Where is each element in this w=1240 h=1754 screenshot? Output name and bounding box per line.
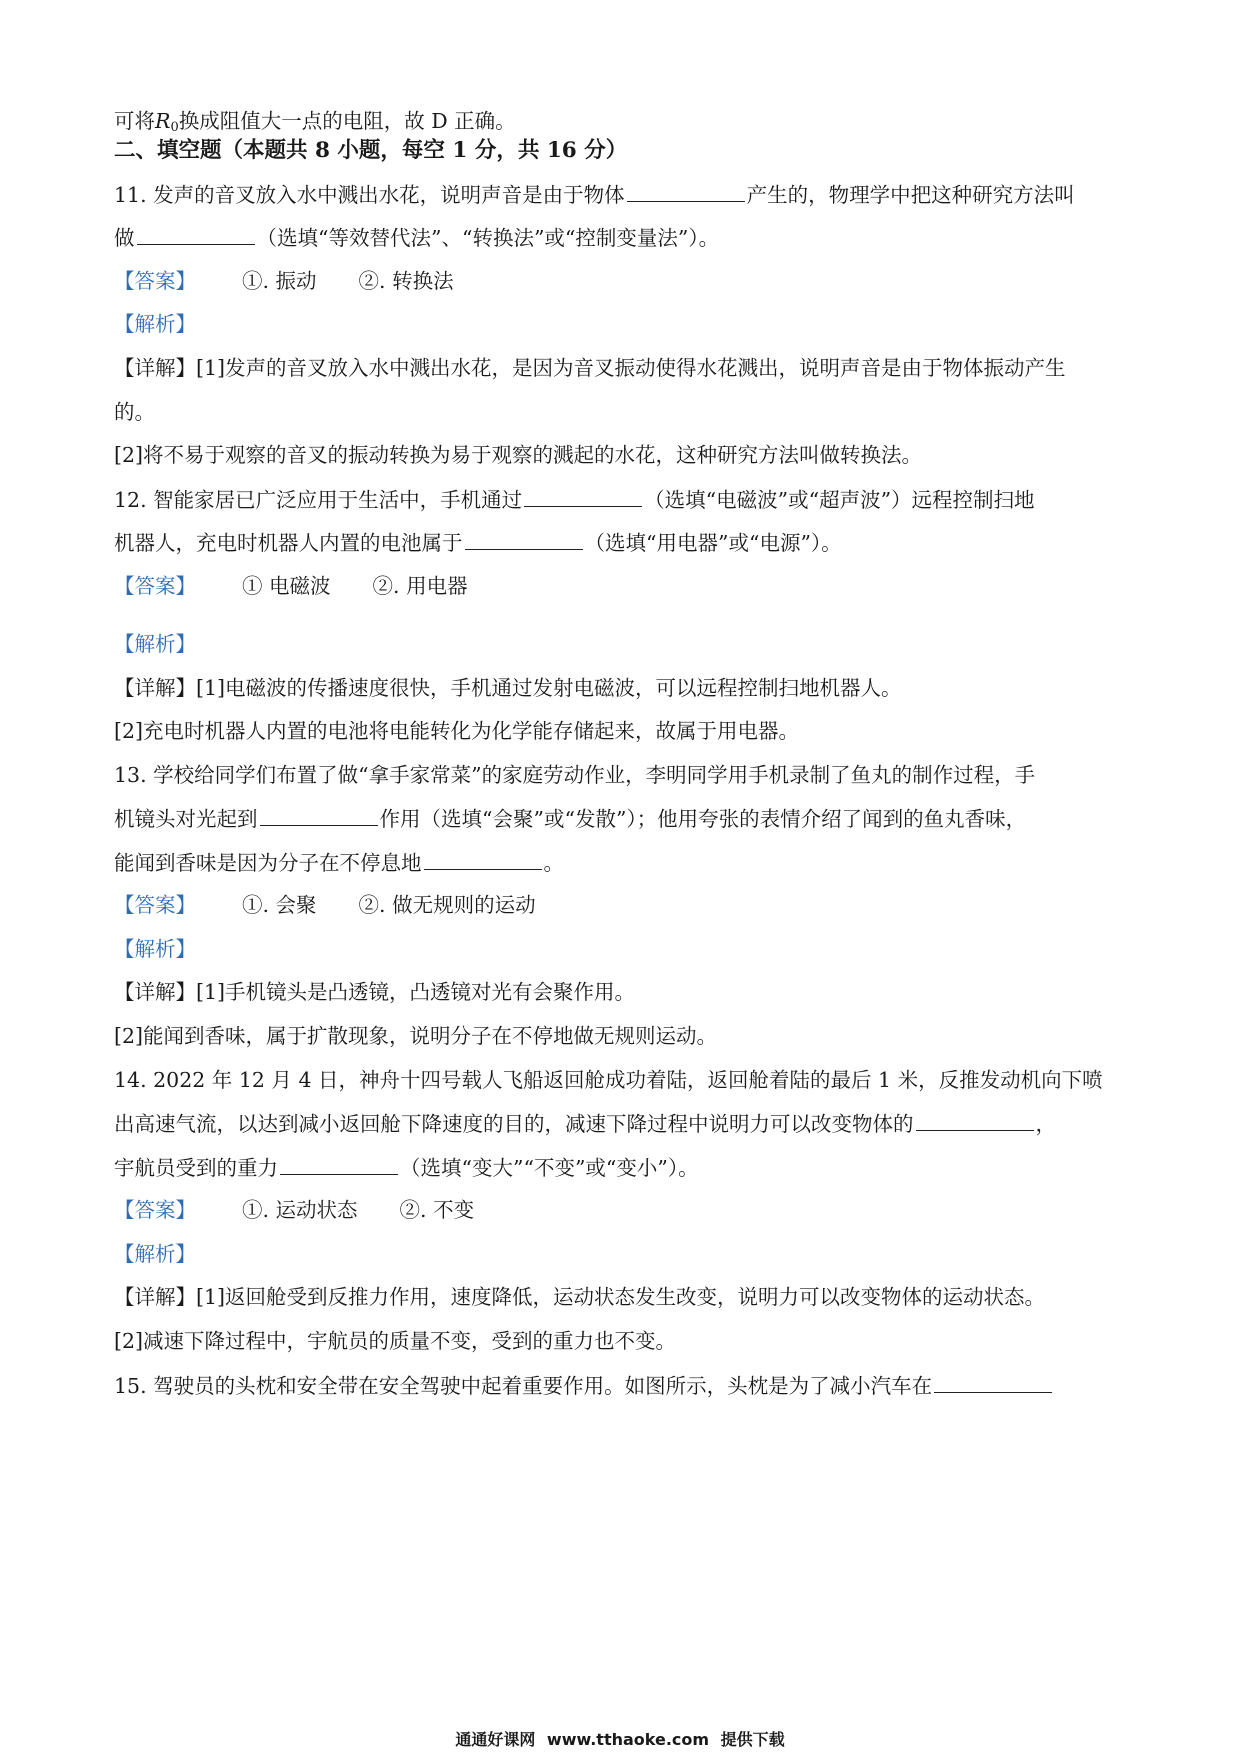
q13-detail-2: [2]能闻到香味，属于扩散现象，说明分子在不停地做无规则运动。 [114,1024,718,1048]
answer-label: 【答案】 [114,1198,196,1222]
q13-text-3a: 能闻到香味是因为分子在不停息地 [114,851,422,875]
q14-detail-2: [2]减速下降过程中，宇航员的质量不变，受到的重力也不变。 [114,1329,677,1353]
q11-detail-1 [114,353,1130,383]
q13-text-3b: 。 [543,851,564,875]
answer-blank [916,1108,1034,1131]
q12-answer-2: ②. 用电器 [372,574,468,598]
answer-blank [627,179,745,202]
q11-detail-2: [2]将不易于观察的音叉的振动转换为易于观察的溅起的水花，这种研究方法叫做转换法。 [114,443,923,467]
q11-answer [114,266,1130,296]
footer-note: 提供下载 [720,1730,785,1749]
q11-answer-2: ②. 转换法 [358,269,454,293]
q12-detail-2: [2]充电时机器人内置的电池将电能转化为化学能存储起来，故属于用电器。 [114,719,800,743]
q13-text-2a: 机镜头对光起到 [114,807,258,831]
answer-blank [280,1152,398,1175]
q12-text-2b: （选填“用电器”或“电源”）。 [584,531,842,555]
q11-detail-1b: 的。 [114,400,155,424]
q12-detail-1 [114,673,1130,703]
q13-line-1: 13. 学校给同学们布置了做“拿手家常菜”的家庭劳动作业，李明同学用手机录制了鱼丸的制作过程，手 [114,763,1036,787]
answer-label: 【答案】 [114,574,196,598]
q12-line-1 [114,484,1130,515]
q11-text-1b: 产生的，物理学中把这种研究方法叫 [746,183,1075,207]
q11-detail-1-text: [1]发声的音叉放入水中溅出水花，是因为音叉振动使得水花溅出，说明声音是由于物体振动产生 [196,356,1066,380]
q14-text-3b: （选填“变大”“不变”或“变小”）。 [400,1156,699,1180]
q14-line-2 [114,1108,1130,1139]
detail-label: 【详解】 [114,1285,196,1309]
q12-detail-1-text: [1]电磁波的传播速度很快，手机通过发射电磁波，可以远程控制扫地机器人。 [196,676,902,700]
q11-text-1a: 11. 发声的音叉放入水中溅出水花，说明声音是由于物体 [114,183,625,207]
q14-text-3a: 宇航员受到的重力 [114,1156,278,1180]
q13-line-3 [114,847,1130,878]
resistor-subscript: 0 [170,120,179,135]
q13-line-2 [114,803,1130,834]
answer-label: 【答案】 [114,269,196,293]
q14-analysis-label: 【解析】 [114,1242,196,1266]
footer-url[interactable]: www.tthaoke.com [546,1730,710,1749]
q14-text-2b: ， [1035,1112,1056,1136]
answer-blank [137,222,255,245]
q12-text-2a: 机器人，充电时机器人内置的电池属于 [114,531,463,555]
intro-suffix: 换成阻值大一点的电阻，故 D 正确。 [178,109,516,133]
answer-label: 【答案】 [114,893,196,917]
q15-line-1 [114,1370,1130,1401]
q12-text-1a: 12. 智能家居已广泛应用于生活中，手机通过 [114,488,523,512]
q11-text-2a: 做 [114,226,135,250]
q14-line-3 [114,1152,1130,1183]
q14-answer-1: ①. 运动状态 [242,1198,358,1222]
answer-blank [934,1370,1052,1393]
q15-text-1a: 15. 驾驶员的头枕和安全带在安全驾驶中起着重要作用。如图所示，头枕是为了减小汽车在 [114,1374,933,1398]
detail-label: 【详解】 [114,356,196,380]
q14-line-1: 14. 2022 年 12 月 4 日，神舟十四号载人飞船返回舱成功着陆，返回舱着陆的最后 1 米，反推发动机向下喷 [114,1068,1103,1092]
answer-blank [260,803,378,826]
q13-answer-1: ①. 会聚 [242,893,317,917]
resistor-symbol: R [155,109,171,133]
q11-line-2 [114,222,1130,253]
q11-answer-1: ①. 振动 [242,269,317,293]
q14-detail-1-text: [1]返回舱受到反推力作用，速度降低，运动状态发生改变，说明力可以改变物体的运动状态。 [196,1285,1046,1309]
answer-blank [524,484,642,507]
section-heading: 二、填空题（本题共 8 小题，每空 1 分，共 16 分） [114,138,628,163]
q13-answer [114,890,1130,920]
q11-line-1 [114,179,1130,210]
q13-text-2b: 作用（选填“会聚”或“发散”）；他用夸张的表情介绍了闻到的鱼丸香味， [379,807,1027,831]
detail-label: 【详解】 [114,980,196,1004]
q13-detail-1 [114,977,1130,1007]
q12-answer-1: ① 电磁波 [242,574,331,598]
q12-answer [114,571,1130,601]
answer-blank [465,527,583,550]
q12-text-1b: （选填“电磁波”或“超声波”）远程控制扫地 [644,488,1035,512]
q13-analysis-label: 【解析】 [114,937,196,961]
q14-text-2a: 出高速气流，以达到减小返回舱下降速度的目的，减速下降过程中说明力可以改变物体的 [114,1112,914,1136]
page-footer [0,1730,1240,1750]
q12-analysis-label: 【解析】 [114,632,196,656]
q13-detail-1-text: [1]手机镜头是凸透镜，凸透镜对光有会聚作用。 [196,980,636,1004]
intro-prefix: 可将 [114,109,155,133]
q12-line-2 [114,527,1130,558]
q13-answer-2: ②. 做无规则的运动 [358,893,536,917]
q11-text-2b: （选填“等效替代法”、“转换法”或“控制变量法”）。 [256,226,720,250]
answer-blank [424,847,542,870]
q14-answer [114,1195,1130,1225]
q14-answer-2: ②. 不变 [399,1198,475,1222]
detail-label: 【详解】 [114,676,196,700]
q11-analysis-label: 【解析】 [114,312,196,336]
q14-detail-1 [114,1282,1130,1312]
footer-site-name: 通通好课网 [455,1730,536,1749]
